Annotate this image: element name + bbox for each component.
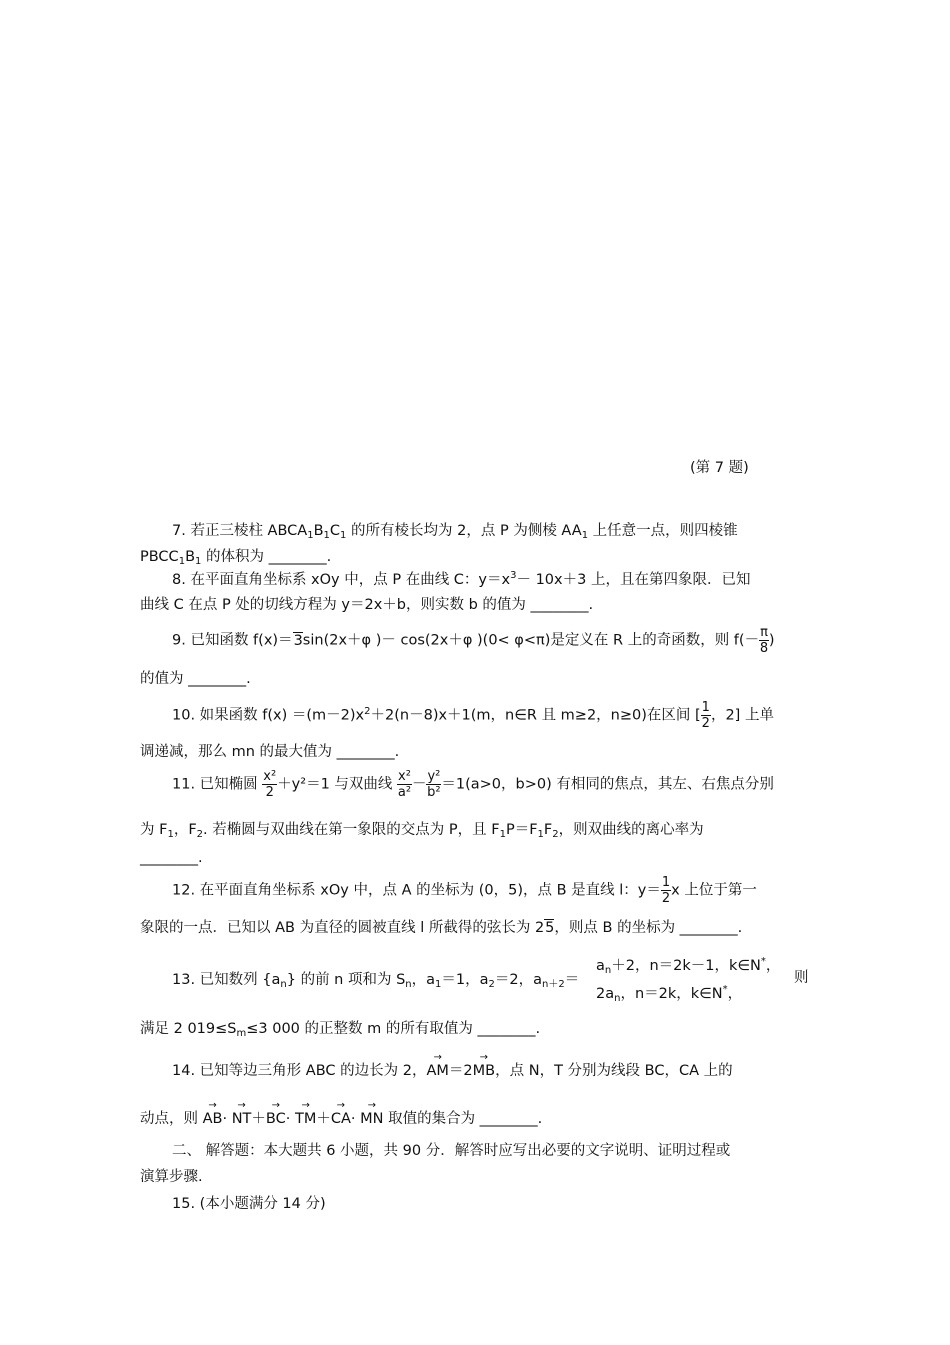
q10-line1: 10. 如果函数 $f(x) =(m-2)x^2+2(n-8)x+1(m$，n∈R 且 m≥2，n≥0)在区间 [ $\frac{1}{2}$ ，2] 上单: [172, 700, 774, 731]
part2-heading-line1: 二、 解答题：本大题共 6 小题，共 90 分．解答时应写出必要的文字说明、证明过程或: [172, 1143, 731, 1159]
q9-line1: 9. 已知函数 f(x)＝3sin(2x＋φ )－ cos(2x＋φ )(0< φ<π)是定义在 R 上的奇函数，则 f(－ $\frac{\pi}{8}$ ): [172, 625, 775, 656]
q14-line1: 14. 已知等边三角形 ABC 的边长为 2，→ AM＝2→ MB，点 N，T 分别为线段 BC，CA 上的: [172, 1064, 733, 1079]
q13-tail: 则: [794, 970, 809, 986]
q13-line2: 满足 2 $019\le S_m\le 3$ 000 的正整数 m 的所有取值为 ________.: [140, 1021, 541, 1039]
q13-line1: 13. 已知数列 $\{a_n\}$ 的前 n 项和为 $S_n$，$a_1=1$，$a_2=2$，$a_{n+2}=$: [172, 972, 580, 990]
figure-caption: (第 7 题): [690, 460, 749, 476]
q12-fraction: $\frac{1}{2}$: [661, 875, 671, 906]
part2-heading-line2: 演算步骤.: [140, 1169, 203, 1185]
q10-fraction: $\frac{1}{2}$: [701, 700, 710, 731]
q8-line2: 曲线 C 在点 P 处的切线方程为 y＝2x＋b，则实数 b 的值为 ________.: [140, 597, 594, 613]
q9-line2: 的值为 ________.: [140, 671, 251, 687]
q9-fraction: $\frac{\pi}{8}$: [759, 625, 769, 656]
q14-line2: 动点，则 → AB· → NT＋→ BC· → TM＋→ CA· → MN 取值的集合为 ________.: [140, 1112, 542, 1127]
q11-line1: 11. 已知椭圆 $\frac{\text{x²}}{2}$ ＋y²＝1 与双曲线 $\frac{\text{x²}}{\text{a²}}$ － $\frac{\text{y²}}{\text{b²}}$ ＝1(a>0，b>0) 有相同的焦点，其左、右焦点分别: [172, 769, 774, 800]
q10-line2: 调递减，那么 mn 的最大值为 ________.: [140, 744, 400, 760]
q12-line2: 象限的一点．已知以 AB 为直径的圆被直线 l 所截得的弦长为 25，则点 B 的坐标为 ________.: [140, 920, 743, 936]
q7-line2: $PBCC_1B_1$ 的体积为 ________.: [140, 549, 332, 567]
q11-line2: 为 $F_1$，$F_2$. 若椭圆与双曲线在第一象限的交点为 P，且 $F_1P=F_1F_2$，则双曲线的离心率为: [140, 822, 704, 840]
q15-label: 15. (本小题满分 14 分): [172, 1196, 326, 1212]
q8-line1: 8. 在平面直角坐标系 xOy 中，点 P 在曲线 C：$y=x^3- 10x+3$ 上，且在第四象限．已知: [172, 570, 751, 588]
q12-line1: 12. 在平面直角坐标系 xOy 中，点 A 的坐标为 (0，5)，点 B 是直线 l：y＝ $\frac{1}{2}$ x 上位于第一: [172, 875, 757, 906]
q11-line3: ________.: [140, 850, 203, 866]
q13-case1: $a_n+2$，n＝2k－1，k∈N*，: [596, 956, 781, 976]
q7-line1: 7. 若正三棱柱 $ABCA_1B_1C_1$ 的所有棱长均为 2，点 P 为侧棱 $AA_1$ 上任意一点，则四棱锥: [172, 523, 738, 541]
q13-case2: $2a_n$，n＝2k，k∈N*，: [596, 984, 743, 1004]
